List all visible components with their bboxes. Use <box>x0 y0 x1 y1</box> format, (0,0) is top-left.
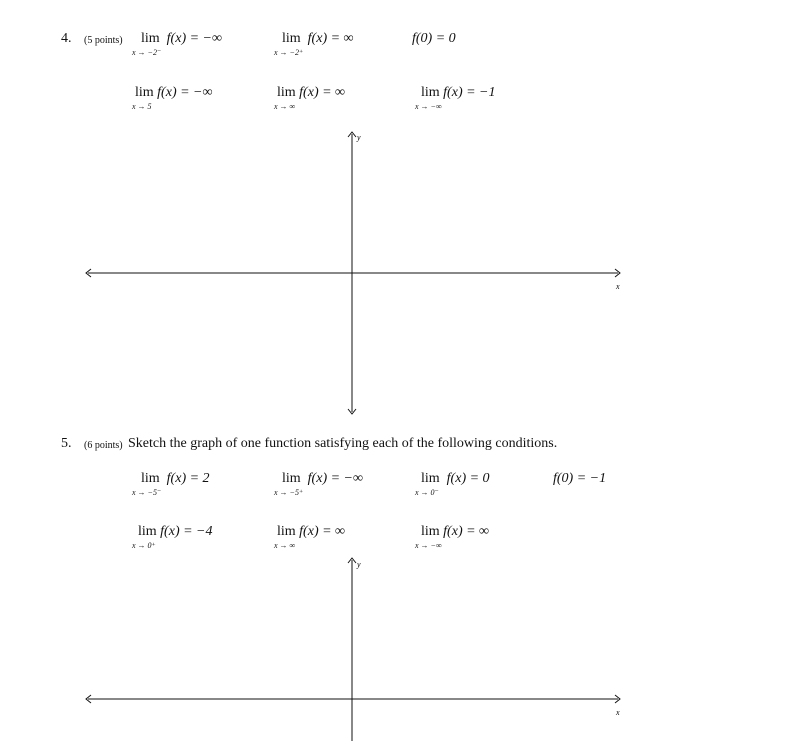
lim-label: lim <box>141 471 160 486</box>
limit-subscript: x → ∞ <box>274 102 296 111</box>
condition-expression: f(x) = −4 <box>160 524 213 539</box>
limit-subscript: x → 5 <box>132 102 152 111</box>
condition-expression: f(0) = 0 <box>412 31 456 46</box>
limit-subscript: x → 0⁻ <box>415 488 439 497</box>
lim-label: lim <box>141 31 160 46</box>
condition-expression: f(0) = −1 <box>553 471 607 486</box>
limit-subscript: x → −5⁻ <box>132 488 162 497</box>
condition-expression: f(x) = ∞ <box>307 31 354 46</box>
limit-subscript: x → −∞ <box>415 541 442 550</box>
problem-5-instruction: Sketch the graph of one function satisfying each of the following conditions. <box>128 436 558 451</box>
lim-label: lim <box>282 471 301 486</box>
y-axis-label: y <box>357 560 361 569</box>
lim-label: lim <box>421 85 440 100</box>
limit-subscript: x → −5⁺ <box>274 488 304 497</box>
condition-expression: f(x) = ∞ <box>299 524 346 539</box>
limit-subscript: x → ∞ <box>274 541 296 550</box>
x-axis-label: x <box>616 708 620 717</box>
limit-subscript: x → −2⁺ <box>274 48 304 57</box>
problem-4-points: (5 points) <box>84 35 123 46</box>
x-axis-label: x <box>616 282 620 291</box>
lim-label: lim <box>282 31 301 46</box>
condition-expression: f(x) = 0 <box>446 471 490 486</box>
limit-subscript: x → −∞ <box>415 102 442 111</box>
condition-expression: f(x) = ∞ <box>299 85 346 100</box>
lim-label: lim <box>421 524 440 539</box>
condition-expression: f(x) = −∞ <box>307 471 363 486</box>
limit-subscript: x → 0⁺ <box>132 541 156 550</box>
condition-expression: f(x) = −∞ <box>157 85 213 100</box>
y-axis-label: y <box>357 133 361 142</box>
condition-expression: f(x) = 2 <box>166 471 210 486</box>
problem-4-number: 4. <box>61 31 72 46</box>
lim-label: lim <box>135 85 154 100</box>
lim-label: lim <box>277 524 296 539</box>
condition-expression: f(x) = −∞ <box>166 31 222 46</box>
condition-expression: f(x) = −1 <box>443 85 496 100</box>
problem-5-number: 5. <box>61 436 72 451</box>
limit-subscript: x → −2⁻ <box>132 48 162 57</box>
lim-label: lim <box>277 85 296 100</box>
problem-5-points: (6 points) <box>84 440 123 451</box>
lim-label: lim <box>138 524 157 539</box>
lim-label: lim <box>421 471 440 486</box>
condition-expression: f(x) = ∞ <box>443 524 490 539</box>
